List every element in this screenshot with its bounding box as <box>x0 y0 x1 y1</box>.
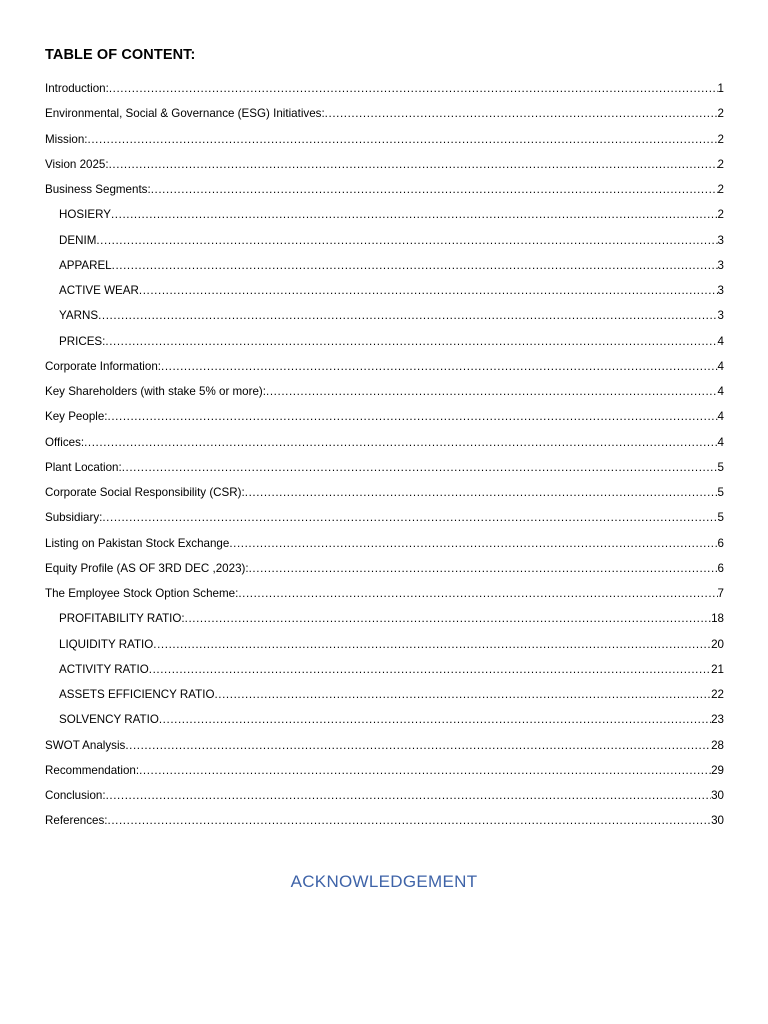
toc-entry-page: 3 <box>717 284 724 297</box>
toc-entry[interactable] <box>45 584 724 609</box>
toc-entry-label: References: <box>45 814 108 828</box>
dot-leader <box>84 433 717 453</box>
toc-entry-label: Listing on Pakistan Stock Exchange <box>45 536 230 550</box>
toc-entry-page: 20 <box>711 637 724 651</box>
dot-leader <box>102 508 717 528</box>
dot-leader <box>153 635 711 655</box>
toc-subentry[interactable] <box>45 710 724 735</box>
dot-leader <box>98 306 717 326</box>
dot-leader <box>266 382 718 402</box>
toc-entry[interactable] <box>45 180 724 205</box>
toc-entry-page: 4 <box>717 385 724 398</box>
table-of-contents <box>45 79 724 837</box>
toc-subentry[interactable] <box>45 205 724 230</box>
dot-leader <box>139 281 718 301</box>
toc-entry-label: DENIM <box>59 233 97 247</box>
toc-entry-page: 3 <box>717 309 724 323</box>
toc-entry-page: 4 <box>717 359 724 373</box>
dot-leader <box>105 332 717 352</box>
toc-entry[interactable] <box>45 433 724 458</box>
toc-entry-page: 30 <box>711 814 724 828</box>
toc-entry[interactable] <box>45 508 724 533</box>
toc-entry-page: 2 <box>717 107 724 121</box>
toc-entry-label: The Employee Stock Option Scheme: <box>45 587 239 600</box>
dot-leader <box>125 736 711 756</box>
dot-leader <box>108 407 718 427</box>
toc-subentry[interactable] <box>45 306 724 331</box>
dot-leader <box>249 559 718 579</box>
toc-subentry[interactable] <box>45 256 724 281</box>
toc-entry[interactable] <box>45 559 724 584</box>
toc-entry-label: Mission: <box>45 132 88 146</box>
toc-entry-page: 4 <box>717 410 724 424</box>
dot-leader <box>325 104 718 124</box>
toc-entry-page: 6 <box>717 536 724 550</box>
dot-leader <box>159 710 711 730</box>
toc-entry-page: 21 <box>711 662 724 676</box>
toc-entry[interactable] <box>45 104 724 129</box>
toc-entry[interactable] <box>45 761 724 786</box>
toc-subentry[interactable] <box>45 231 724 256</box>
toc-entry[interactable] <box>45 458 724 483</box>
toc-entry-page: 3 <box>717 258 724 272</box>
toc-entry-label: ACTIVE WEAR <box>59 284 139 297</box>
toc-entry-page: 3 <box>717 233 724 247</box>
toc-subentry[interactable] <box>45 660 724 685</box>
toc-entry[interactable] <box>45 130 724 155</box>
dot-leader <box>122 458 718 478</box>
toc-entry-label: Recommendation: <box>45 763 140 777</box>
toc-entry-page: 4 <box>717 435 724 449</box>
toc-entry-page: 5 <box>717 460 724 474</box>
toc-entry-page: 2 <box>717 183 724 196</box>
toc-entry[interactable] <box>45 786 724 811</box>
toc-subentry[interactable] <box>45 332 724 357</box>
toc-entry-page: 22 <box>711 688 724 701</box>
toc-entry-label: Vision 2025: <box>45 157 109 171</box>
toc-entry-page: 2 <box>717 208 724 222</box>
toc-entry[interactable] <box>45 534 724 559</box>
toc-subentry[interactable] <box>45 685 724 710</box>
toc-entry-page: 23 <box>711 713 724 727</box>
toc-subentry[interactable] <box>45 635 724 660</box>
toc-entry[interactable] <box>45 155 724 180</box>
toc-entry-page: 18 <box>711 612 724 626</box>
dot-leader <box>229 534 717 554</box>
dot-leader <box>109 79 718 99</box>
dot-leader <box>111 205 718 225</box>
dot-leader <box>139 761 711 781</box>
dot-leader <box>185 609 711 629</box>
toc-entry-page: 2 <box>717 132 724 146</box>
dot-leader <box>161 357 718 377</box>
dot-leader <box>238 584 717 604</box>
toc-entry-page: 29 <box>711 763 724 777</box>
toc-entry-label: SWOT Analysis <box>45 738 126 752</box>
toc-entry-label: Introduction: <box>45 82 109 95</box>
dot-leader <box>245 483 718 503</box>
toc-entry-label: Key People: <box>45 410 108 424</box>
toc-entry[interactable] <box>45 79 724 104</box>
toc-entry-label: Offices: <box>45 435 85 449</box>
toc-entry-label: PROFITABILITY RATIO: <box>59 612 185 626</box>
toc-entry[interactable] <box>45 357 724 382</box>
toc-entry-page: 7 <box>717 587 724 600</box>
toc-entry-page: 4 <box>717 334 724 348</box>
toc-entry-label: Corporate Social Responsibility (CSR): <box>45 486 245 499</box>
toc-entry-label: HOSIERY <box>59 208 111 222</box>
toc-entry-label: Environmental, Social & Governance (ESG) Initiatives: <box>45 107 325 121</box>
toc-entry-label: Conclusion: <box>45 789 106 802</box>
dot-leader <box>151 180 718 200</box>
toc-subentry[interactable] <box>45 281 724 306</box>
toc-entry-page: 2 <box>717 157 724 171</box>
dot-leader <box>109 155 718 175</box>
toc-entry-page: 1 <box>717 82 724 95</box>
acknowledgement-heading: ACKNOWLEDGEMENT <box>290 872 478 891</box>
dot-leader <box>214 685 711 705</box>
toc-entry-page: 6 <box>717 561 724 575</box>
toc-subentry[interactable] <box>45 609 724 634</box>
toc-entry-page: 30 <box>711 789 724 802</box>
toc-entry[interactable] <box>45 483 724 508</box>
toc-entry-label: ASSETS EFFICIENCY RATIO <box>59 688 215 701</box>
toc-entry-label: Corporate Information: <box>45 359 161 373</box>
toc-entry[interactable] <box>45 382 724 407</box>
dot-leader <box>108 811 712 831</box>
dot-leader <box>149 660 711 680</box>
toc-entry-label: Plant Location: <box>45 460 122 474</box>
dot-leader <box>96 231 717 251</box>
toc-entry-page: 5 <box>717 511 724 525</box>
dot-leader <box>88 130 718 150</box>
toc-entry-label: SOLVENCY RATIO <box>59 713 159 727</box>
toc-entry-page: 28 <box>711 738 724 752</box>
toc-entry[interactable] <box>45 736 724 761</box>
toc-title: TABLE OF CONTENT: <box>45 47 196 63</box>
toc-entry-page: 5 <box>717 486 724 499</box>
toc-entry-label: Key Shareholders (with stake 5% or more): <box>45 385 267 398</box>
toc-entry-label: YARNS <box>59 309 99 323</box>
toc-entry-label: LIQUIDITY RATIO <box>59 637 154 651</box>
dot-leader <box>112 256 718 276</box>
toc-entry-label: Business Segments: <box>45 183 151 196</box>
toc-entry[interactable] <box>45 811 724 836</box>
toc-entry-label: Subsidiary: <box>45 511 103 525</box>
toc-entry-label: ACTIVITY RATIO <box>59 662 149 676</box>
toc-entry-label: Equity Profile (AS OF 3RD DEC ,2023): <box>45 561 249 575</box>
dot-leader <box>106 786 712 806</box>
toc-entry[interactable] <box>45 407 724 432</box>
toc-entry-label: APPAREL <box>59 258 112 272</box>
toc-entry-label: PRICES: <box>59 334 106 348</box>
